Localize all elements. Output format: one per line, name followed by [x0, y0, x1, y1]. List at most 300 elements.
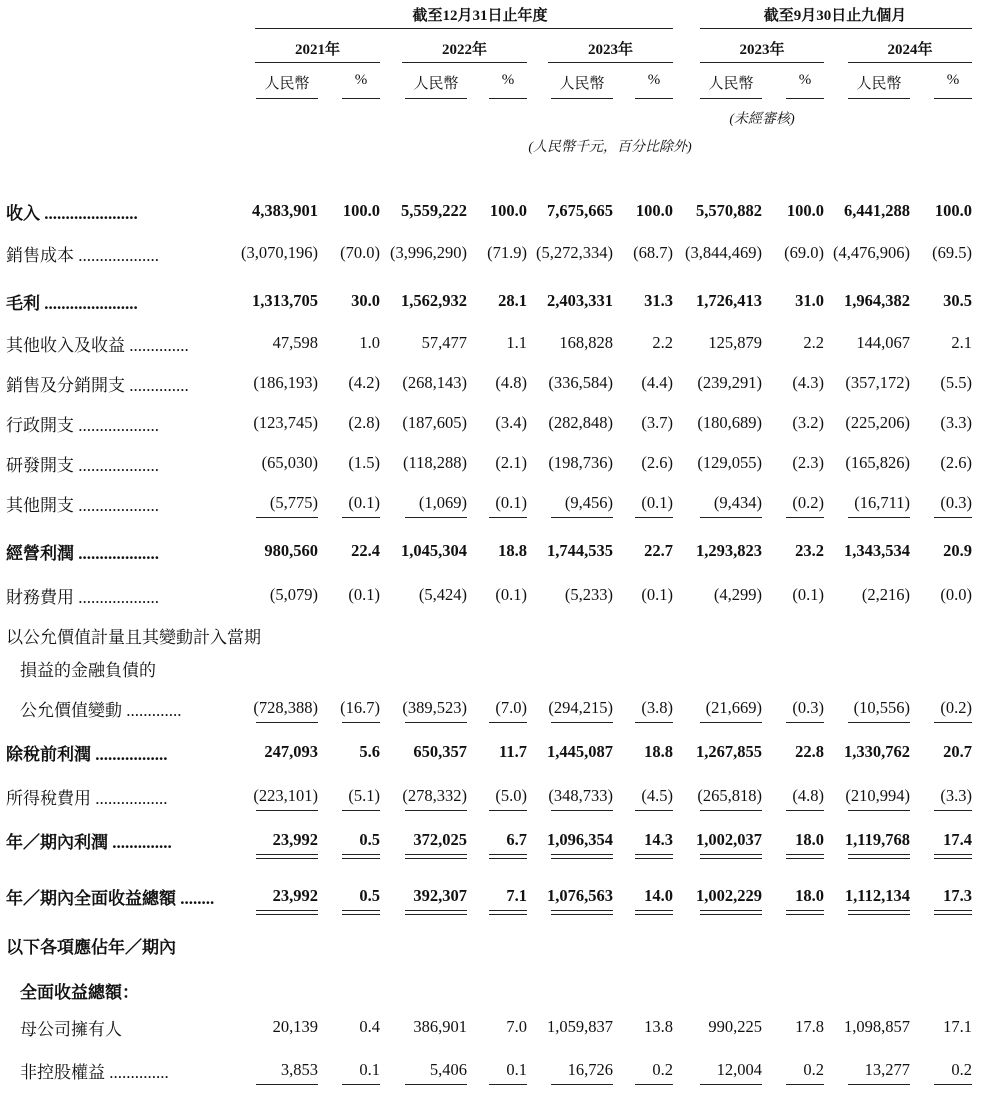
table-cell-amount: 1,726,413 — [696, 291, 762, 310]
year-header-2023-9m: 2023年 — [739, 42, 785, 58]
table-cell-percent: 14.0 — [644, 886, 673, 905]
table-cell-amount: (357,172) — [845, 373, 910, 392]
year-divider — [848, 62, 972, 63]
total-underline — [786, 517, 824, 518]
table-cell-amount: 125,879 — [708, 333, 762, 352]
total-underline — [551, 858, 613, 859]
table-cell-percent: (0.1) — [792, 585, 824, 604]
total-underline — [342, 910, 380, 911]
table-cell-amount: (5,233) — [564, 585, 613, 604]
total-underline — [405, 910, 467, 911]
total-underline — [256, 910, 318, 911]
table-cell-amount: 20,139 — [272, 1017, 318, 1036]
row-label: 以下各項應佔年／期內 — [6, 938, 176, 957]
total-underline — [489, 810, 527, 811]
row-label: 財務費用 ................... — [6, 588, 159, 607]
row-label: 收入 ...................... — [6, 204, 138, 223]
table-cell-percent: (5.0) — [495, 786, 527, 805]
table-cell-amount: 1,313,705 — [252, 291, 318, 310]
total-underline — [700, 914, 762, 915]
table-cell-amount: 6,441,288 — [844, 201, 910, 220]
total-underline — [405, 858, 467, 859]
header-divider — [255, 28, 673, 29]
table-cell-amount: 144,067 — [856, 333, 910, 352]
subheader-underline — [256, 98, 318, 99]
table-cell-amount: 47,598 — [272, 333, 318, 352]
row-label: 行政開支 ................... — [6, 416, 159, 435]
table-cell-amount: (5,272,334) — [536, 243, 613, 262]
table-cell-percent: 100.0 — [786, 201, 824, 220]
table-cell-amount: (210,994) — [845, 786, 910, 805]
table-cell-amount: 392,307 — [413, 886, 467, 905]
table-cell-percent: 0.2 — [652, 1060, 673, 1079]
table-cell-percent: 11.7 — [499, 742, 527, 761]
table-cell-amount: 1,119,768 — [844, 830, 910, 849]
table-cell-percent: 20.9 — [943, 541, 972, 560]
table-cell-percent: (0.3) — [792, 698, 824, 717]
table-cell-amount: (180,689) — [697, 413, 762, 432]
total-underline — [786, 914, 824, 915]
table-cell-percent: (2.6) — [940, 453, 972, 472]
table-cell-amount: (348,733) — [548, 786, 613, 805]
table-cell-percent: 20.7 — [943, 742, 972, 761]
year-divider — [700, 62, 824, 63]
total-underline — [256, 1084, 318, 1085]
table-cell-percent: 0.1 — [359, 1060, 380, 1079]
table-cell-amount: 3,853 — [280, 1060, 318, 1079]
table-cell-percent: (68.7) — [633, 243, 673, 262]
table-cell-amount: 16,726 — [567, 1060, 613, 1079]
period-header-fy: 截至12月31日止年度 — [412, 8, 548, 24]
table-cell-amount: (336,584) — [548, 373, 613, 392]
table-cell-percent: (3.3) — [940, 786, 972, 805]
table-cell-amount: (1,069) — [418, 493, 467, 512]
total-underline — [934, 914, 972, 915]
table-cell-amount: (129,055) — [697, 453, 762, 472]
table-cell-percent: (69.0) — [784, 243, 824, 262]
total-underline — [934, 722, 972, 723]
table-cell-amount: (5,424) — [418, 585, 467, 604]
total-underline — [848, 722, 910, 723]
total-underline — [934, 517, 972, 518]
table-cell-percent: (5.5) — [940, 373, 972, 392]
table-cell-amount: 1,045,304 — [401, 541, 467, 560]
table-cell-amount: (294,215) — [548, 698, 613, 717]
table-cell-percent: 0.2 — [951, 1060, 972, 1079]
table-cell-amount: 372,025 — [413, 830, 467, 849]
percent-subheader: % — [946, 72, 960, 88]
subheader-underline — [405, 98, 467, 99]
table-cell-percent: 1.1 — [506, 333, 527, 352]
subheader-underline — [342, 98, 380, 99]
table-cell-amount: 1,445,087 — [547, 742, 613, 761]
total-underline — [489, 858, 527, 859]
table-cell-percent: 31.0 — [795, 291, 824, 310]
percent-subheader: % — [501, 72, 515, 88]
currency-subheader: 人民幣 — [856, 76, 902, 92]
table-cell-amount: (265,818) — [697, 786, 762, 805]
total-underline — [405, 810, 467, 811]
table-cell-amount: 13,277 — [864, 1060, 910, 1079]
subheader-underline — [551, 98, 613, 99]
table-cell-amount: (282,848) — [548, 413, 613, 432]
table-cell-amount: (186,193) — [253, 373, 318, 392]
table-cell-amount: 990,225 — [708, 1017, 762, 1036]
currency-subheader: 人民幣 — [708, 76, 754, 92]
total-underline — [786, 722, 824, 723]
table-cell-percent: 31.3 — [644, 291, 673, 310]
total-underline — [635, 517, 673, 518]
table-cell-percent: (0.1) — [495, 585, 527, 604]
table-cell-amount: 5,570,882 — [696, 201, 762, 220]
table-cell-percent: 17.1 — [943, 1017, 972, 1036]
total-underline — [786, 854, 824, 855]
table-cell-amount: (2,216) — [861, 585, 910, 604]
table-cell-amount: (223,101) — [253, 786, 318, 805]
table-cell-percent: 22.7 — [644, 541, 673, 560]
table-cell-amount: 23,992 — [272, 886, 318, 905]
total-underline — [786, 810, 824, 811]
table-cell-amount: 2,403,331 — [547, 291, 613, 310]
total-underline — [635, 858, 673, 859]
total-underline — [551, 910, 613, 911]
table-cell-percent: (0.1) — [641, 493, 673, 512]
total-underline — [489, 517, 527, 518]
year-divider — [548, 62, 673, 63]
table-cell-amount: (389,523) — [402, 698, 467, 717]
total-underline — [405, 854, 467, 855]
row-label: 研發開支 ................... — [6, 456, 159, 475]
table-cell-percent: (3.4) — [495, 413, 527, 432]
table-cell-amount: 1,744,535 — [547, 541, 613, 560]
table-cell-percent: 22.8 — [795, 742, 824, 761]
percent-subheader: % — [647, 72, 661, 88]
table-cell-amount: 650,357 — [413, 742, 467, 761]
total-underline — [848, 854, 910, 855]
table-cell-amount: 168,828 — [559, 333, 613, 352]
table-cell-percent: (0.1) — [495, 493, 527, 512]
total-underline — [256, 517, 318, 518]
total-underline — [342, 722, 380, 723]
table-cell-percent: (3.8) — [641, 698, 673, 717]
total-underline — [489, 914, 527, 915]
table-cell-percent: 17.3 — [943, 886, 972, 905]
table-cell-amount: 1,112,134 — [844, 886, 910, 905]
currency-subheader: 人民幣 — [559, 76, 605, 92]
total-underline — [700, 910, 762, 911]
total-underline — [489, 1084, 527, 1085]
table-cell-amount: 1,096,354 — [547, 830, 613, 849]
total-underline — [934, 1084, 972, 1085]
table-cell-percent: 100.0 — [489, 201, 527, 220]
table-cell-percent: 100.0 — [635, 201, 673, 220]
subheader-underline — [934, 98, 972, 99]
total-underline — [342, 914, 380, 915]
table-cell-percent: (0.1) — [641, 585, 673, 604]
table-cell-percent: (2.3) — [792, 453, 824, 472]
table-cell-amount: 4,383,901 — [252, 201, 318, 220]
total-underline — [405, 517, 467, 518]
total-underline — [934, 910, 972, 911]
row-label: 全面收益總額： — [20, 983, 139, 1002]
table-cell-amount: 1,964,382 — [844, 291, 910, 310]
total-underline — [700, 1084, 762, 1085]
table-cell-percent: (0.1) — [348, 585, 380, 604]
total-underline — [256, 914, 318, 915]
total-underline — [700, 517, 762, 518]
table-cell-percent: 17.4 — [943, 830, 972, 849]
table-cell-amount: (9,434) — [713, 493, 762, 512]
header-divider — [700, 28, 972, 29]
table-cell-amount: (187,605) — [402, 413, 467, 432]
table-cell-amount: (239,291) — [697, 373, 762, 392]
table-cell-amount: 5,559,222 — [401, 201, 467, 220]
total-underline — [551, 810, 613, 811]
table-cell-amount: (3,070,196) — [241, 243, 318, 262]
total-underline — [256, 722, 318, 723]
table-cell-percent: 18.0 — [795, 830, 824, 849]
table-cell-percent: 18.8 — [644, 742, 673, 761]
table-cell-amount: (4,476,906) — [833, 243, 910, 262]
table-cell-amount: 1,562,932 — [401, 291, 467, 310]
total-underline — [700, 858, 762, 859]
subheader-underline — [489, 98, 527, 99]
table-cell-amount: 1,293,823 — [696, 541, 762, 560]
table-cell-amount: 1,002,037 — [696, 830, 762, 849]
row-label: 母公司擁有人 — [20, 1020, 122, 1039]
table-cell-amount: (118,288) — [402, 453, 467, 472]
table-cell-percent: 2.1 — [951, 333, 972, 352]
table-cell-amount: 980,560 — [264, 541, 318, 560]
table-cell-amount: (5,079) — [269, 585, 318, 604]
table-cell-percent: 0.1 — [506, 1060, 527, 1079]
total-underline — [551, 722, 613, 723]
row-label: 年／期內全面收益總額 ........ — [6, 889, 215, 908]
table-cell-percent: (4.3) — [792, 373, 824, 392]
total-underline — [551, 854, 613, 855]
row-label: 損益的金融負債的 — [20, 661, 156, 680]
total-underline — [256, 854, 318, 855]
table-cell-percent: 2.2 — [652, 333, 673, 352]
table-cell-percent: 7.1 — [506, 886, 527, 905]
table-cell-percent: (4.5) — [641, 786, 673, 805]
row-label: 年／期內利潤 .............. — [6, 833, 172, 852]
table-cell-percent: (5.1) — [348, 786, 380, 805]
table-cell-percent: 100.0 — [934, 201, 972, 220]
row-label: 銷售成本 ................... — [6, 246, 159, 265]
total-underline — [342, 858, 380, 859]
row-label: 非控股權益 .............. — [20, 1063, 169, 1082]
table-cell-percent: (0.0) — [940, 585, 972, 604]
total-underline — [635, 722, 673, 723]
table-cell-percent: (0.1) — [348, 493, 380, 512]
row-label: 其他收入及收益 .............. — [6, 336, 189, 355]
year-header-2023: 2023年 — [587, 42, 633, 58]
total-underline — [489, 910, 527, 911]
total-underline — [256, 858, 318, 859]
table-cell-percent: (3.7) — [641, 413, 673, 432]
total-underline — [786, 858, 824, 859]
table-cell-amount: (268,143) — [402, 373, 467, 392]
total-underline — [786, 910, 824, 911]
table-cell-percent: 2.2 — [803, 333, 824, 352]
table-cell-amount: (198,736) — [548, 453, 613, 472]
table-cell-percent: (70.0) — [340, 243, 380, 262]
table-cell-percent: (16.7) — [340, 698, 380, 717]
table-cell-percent: 0.5 — [359, 830, 380, 849]
table-cell-amount: 1,267,855 — [696, 742, 762, 761]
subheader-underline — [848, 98, 910, 99]
table-cell-percent: (1.5) — [348, 453, 380, 472]
table-cell-percent: 1.0 — [359, 333, 380, 352]
table-cell-amount: 1,076,563 — [547, 886, 613, 905]
table-cell-percent: (71.9) — [487, 243, 527, 262]
table-cell-amount: (4,299) — [713, 585, 762, 604]
table-cell-percent: (4.4) — [641, 373, 673, 392]
total-underline — [934, 810, 972, 811]
currency-subheader: 人民幣 — [264, 76, 310, 92]
table-cell-percent: 30.0 — [351, 291, 380, 310]
table-cell-amount: 247,093 — [264, 742, 318, 761]
total-underline — [700, 854, 762, 855]
table-cell-percent: (3.3) — [940, 413, 972, 432]
total-underline — [848, 517, 910, 518]
total-underline — [700, 722, 762, 723]
table-cell-amount: 1,098,857 — [844, 1017, 910, 1036]
row-label: 除稅前利潤 ................. — [6, 745, 168, 764]
total-underline — [700, 810, 762, 811]
table-cell-amount: (10,556) — [853, 698, 910, 717]
table-cell-percent: (4.8) — [495, 373, 527, 392]
table-cell-amount: (278,332) — [402, 786, 467, 805]
row-label: 經營利潤 ................... — [6, 544, 159, 563]
year-header-2022: 2022年 — [441, 42, 487, 58]
total-underline — [489, 722, 527, 723]
table-cell-percent: (3.2) — [792, 413, 824, 432]
total-underline — [405, 914, 467, 915]
total-underline — [551, 1084, 613, 1085]
table-cell-percent: 6.7 — [506, 830, 527, 849]
total-underline — [848, 914, 910, 915]
year-divider — [255, 62, 380, 63]
total-underline — [551, 914, 613, 915]
table-cell-percent: (7.0) — [495, 698, 527, 717]
row-label: 銷售及分銷開支 .............. — [6, 376, 189, 395]
percent-subheader: % — [798, 72, 812, 88]
table-cell-amount: 1,330,762 — [844, 742, 910, 761]
table-cell-amount: 23,992 — [272, 830, 318, 849]
year-divider — [402, 62, 527, 63]
table-cell-percent: (0.2) — [940, 698, 972, 717]
total-underline — [342, 854, 380, 855]
total-underline — [635, 910, 673, 911]
total-underline — [551, 517, 613, 518]
total-underline — [635, 1084, 673, 1085]
total-underline — [405, 722, 467, 723]
table-cell-amount: 12,004 — [716, 1060, 762, 1079]
table-cell-amount: (3,996,290) — [390, 243, 467, 262]
table-cell-percent: 30.5 — [943, 291, 972, 310]
total-underline — [256, 810, 318, 811]
unaudited-note: (未經審核) — [729, 112, 795, 127]
row-label: 以公允價值計量且其變動計入當期 — [6, 628, 261, 647]
table-cell-percent: 0.4 — [359, 1017, 380, 1036]
table-cell-percent: (69.5) — [932, 243, 972, 262]
table-cell-amount: 5,406 — [429, 1060, 467, 1079]
table-cell-amount: (21,669) — [705, 698, 762, 717]
table-cell-percent: 0.5 — [359, 886, 380, 905]
year-header-2024-9m: 2024年 — [887, 42, 933, 58]
table-cell-amount: (728,388) — [253, 698, 318, 717]
total-underline — [342, 810, 380, 811]
table-cell-amount: 1,343,534 — [844, 541, 910, 560]
table-cell-percent: (0.2) — [792, 493, 824, 512]
row-label: 所得稅費用 ................. — [6, 789, 168, 808]
total-underline — [848, 1084, 910, 1085]
table-cell-percent: 14.3 — [644, 830, 673, 849]
table-cell-percent: 18.0 — [795, 886, 824, 905]
table-cell-percent: 7.0 — [506, 1017, 527, 1036]
total-underline — [342, 517, 380, 518]
total-underline — [635, 810, 673, 811]
total-underline — [635, 854, 673, 855]
table-cell-amount: (3,844,469) — [685, 243, 762, 262]
subheader-underline — [786, 98, 824, 99]
table-cell-percent: (4.2) — [348, 373, 380, 392]
total-underline — [786, 1084, 824, 1085]
table-cell-percent: 28.1 — [498, 291, 527, 310]
total-underline — [848, 810, 910, 811]
row-label: 其他開支 ................... — [6, 496, 159, 515]
table-cell-percent: 22.4 — [351, 541, 380, 560]
total-underline — [489, 854, 527, 855]
table-cell-percent: 100.0 — [342, 201, 380, 220]
total-underline — [405, 1084, 467, 1085]
table-cell-amount: (16,711) — [854, 493, 910, 512]
table-cell-amount: (165,826) — [845, 453, 910, 472]
table-cell-amount: (123,745) — [253, 413, 318, 432]
currency-subheader: 人民幣 — [413, 76, 459, 92]
table-cell-amount: (5,775) — [269, 493, 318, 512]
row-label: 公允價值變動 ............. — [20, 701, 182, 720]
total-underline — [635, 914, 673, 915]
table-cell-percent: 23.2 — [795, 541, 824, 560]
table-cell-amount: (225,206) — [845, 413, 910, 432]
table-cell-amount: 1,059,837 — [547, 1017, 613, 1036]
table-cell-amount: 386,901 — [413, 1017, 467, 1036]
table-cell-amount: (65,030) — [261, 453, 318, 472]
table-cell-percent: 17.8 — [795, 1017, 824, 1036]
table-cell-percent: (0.3) — [940, 493, 972, 512]
subheader-underline — [635, 98, 673, 99]
total-underline — [848, 858, 910, 859]
year-header-2021: 2021年 — [294, 42, 340, 58]
total-underline — [934, 858, 972, 859]
percent-subheader: % — [354, 72, 368, 88]
subheader-underline — [700, 98, 762, 99]
total-underline — [934, 854, 972, 855]
table-cell-percent: 0.2 — [803, 1060, 824, 1079]
table-cell-percent: (2.1) — [495, 453, 527, 472]
table-cell-amount: 7,675,665 — [547, 201, 613, 220]
total-underline — [848, 910, 910, 911]
table-cell-percent: (2.8) — [348, 413, 380, 432]
table-cell-percent: 18.8 — [498, 541, 527, 560]
table-cell-percent: (2.6) — [641, 453, 673, 472]
table-cell-percent: 5.6 — [359, 742, 380, 761]
table-cell-amount: 1,002,229 — [696, 886, 762, 905]
table-cell-percent: (4.8) — [792, 786, 824, 805]
